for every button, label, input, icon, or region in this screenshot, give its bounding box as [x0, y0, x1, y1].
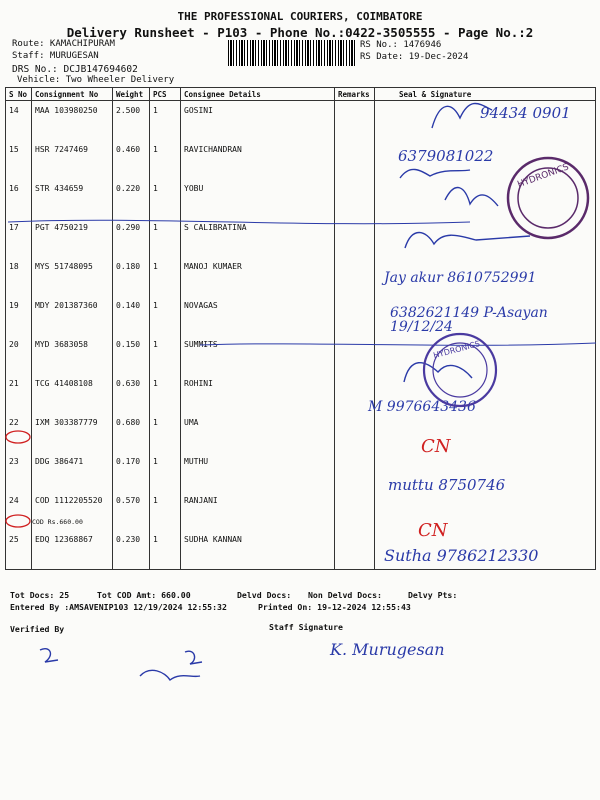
cell-weight: 0.140 [113, 296, 150, 335]
consignment-number: COD 1112205520 [35, 496, 103, 505]
staff-signature-handwritten: K. Murugesan [330, 640, 445, 659]
cell-sno: 17 [6, 218, 32, 257]
verified-by-label: Verified By [10, 624, 65, 634]
cell-pcs: 1 [150, 530, 181, 570]
cell-consignment: MAA 103980250 [32, 101, 113, 141]
cell-consignment: MYD 3683058 [32, 335, 113, 374]
non-delivered-docs: Non Delvd Docs: [308, 590, 382, 600]
cell-consignment: TCG 41408108 [32, 374, 113, 413]
cell-sno: 22 [6, 413, 32, 452]
staff: Staff: MURUGESAN [12, 51, 99, 61]
table-row [6, 335, 596, 374]
rs-date: RS Date: 19-Dec-2024 [360, 52, 469, 62]
cn-mark-row22: CN [421, 436, 451, 457]
cod-amount: COD Rs.660.00 [32, 518, 83, 526]
cell-pcs: 1 [150, 452, 181, 491]
cell-sno: 24 [6, 491, 32, 530]
col-sno: S No [6, 88, 32, 101]
col-signature: Seal & Signature [375, 88, 596, 101]
entered-by: Entered By :AMSAVENIP103 12/19/2024 12:55:32 [10, 602, 227, 612]
cn-mark-row24: CN [418, 520, 448, 541]
cell-sno: 20 [6, 335, 32, 374]
cell-sno: 16 [6, 179, 32, 218]
col-pcs: PCS [150, 88, 181, 101]
cell-consignment: MYS 51748095 [32, 257, 113, 296]
cell-sno: 14 [6, 101, 32, 141]
cell-remarks [335, 335, 375, 374]
verified-signature [140, 670, 200, 680]
stamp-text: HYDRONICS [516, 162, 571, 191]
route: Route: KAMACHIPURAM [12, 39, 115, 49]
cell-consignee: YOBU [181, 179, 335, 218]
cell-signature [375, 491, 596, 530]
cell-pcs: 1 [150, 140, 181, 179]
cell-consignee: RANJANI [181, 491, 335, 530]
cell-signature [375, 179, 596, 218]
cell-consignee: S CALIBRATINA [181, 218, 335, 257]
cell-pcs: 1 [150, 335, 181, 374]
cell-pcs: 1 [150, 374, 181, 413]
cell-weight: 0.680 [113, 413, 150, 452]
cell-consignee: UMA [181, 413, 335, 452]
printed-on: Printed On: 19-12-2024 12:55:43 [258, 602, 411, 612]
cell-consignment: HSR 7247469 [32, 140, 113, 179]
barcode [228, 40, 356, 66]
handwriting-row19: 6382621149 P-Asayan 19/12/24 [390, 305, 548, 335]
table-row [6, 491, 596, 530]
cell-sno: 15 [6, 140, 32, 179]
cell-pcs: 1 [150, 179, 181, 218]
cell-consignment: PGT 4750219 [32, 218, 113, 257]
cell-consignee: MUTHU [181, 452, 335, 491]
cell-consignment [32, 491, 113, 530]
total-docs: Tot Docs: 25 [10, 590, 70, 600]
runsheet-title: Delivery Runsheet - P103 - Phone No.:0422-3505555 - Page No.:2 [66, 25, 534, 40]
verified-signature [40, 649, 58, 662]
table-row [6, 140, 596, 179]
handwriting-row21: M 9976643436 [368, 399, 476, 415]
handwriting-row15: 6379081022 [398, 147, 494, 165]
cell-consignment: EDQ 12368867 [32, 530, 113, 570]
cell-consignment: DDG 386471 [32, 452, 113, 491]
cell-remarks [335, 101, 375, 141]
table-header [6, 88, 596, 101]
delivery-points: Delvy Pts: [408, 590, 458, 600]
cell-remarks [335, 413, 375, 452]
cell-sno: 18 [6, 257, 32, 296]
table-row [6, 179, 596, 218]
handwriting-row18: Jay akur 8610752991 [384, 270, 537, 286]
cell-weight: 0.290 [113, 218, 150, 257]
cell-signature [375, 335, 596, 374]
cell-consignment: MDY 201387360 [32, 296, 113, 335]
col-weight: Weight [113, 88, 150, 101]
cell-pcs: 1 [150, 257, 181, 296]
cell-pcs: 1 [150, 296, 181, 335]
total-cod-amount: Tot COD Amt: 660.00 [97, 590, 191, 600]
vehicle: Vehicle: Two Wheeler Delivery [17, 75, 175, 85]
verified-signature [185, 651, 202, 664]
cell-consignment: IXM 303387779 [32, 413, 113, 452]
cell-pcs: 1 [150, 218, 181, 257]
cell-remarks [335, 218, 375, 257]
company-name: THE PROFESSIONAL COURIERS, COIMBATORE [177, 10, 423, 23]
cell-remarks [335, 140, 375, 179]
cell-consignee: SUMMITS [181, 335, 335, 374]
cell-consignee: RAVICHANDRAN [181, 140, 335, 179]
col-consignee: Consignee Details [181, 88, 335, 101]
rs-number: RS No.: 1476946 [360, 40, 442, 50]
cell-consignee: GOSINI [181, 101, 335, 141]
cell-remarks [335, 530, 375, 570]
cell-remarks [335, 257, 375, 296]
cell-remarks [335, 452, 375, 491]
handwriting-row23: muttu 8750746 [388, 476, 506, 494]
handwriting-row14: 94434 0901 [480, 104, 571, 122]
cell-pcs: 1 [150, 491, 181, 530]
cell-pcs: 1 [150, 101, 181, 141]
cell-consignee: ROHINI [181, 374, 335, 413]
cell-weight: 0.220 [113, 179, 150, 218]
cell-consignment: STR 434659 [32, 179, 113, 218]
cell-remarks [335, 179, 375, 218]
cell-weight: 0.170 [113, 452, 150, 491]
cell-weight: 2.500 [113, 101, 150, 141]
col-consignment: Consignment No [32, 88, 113, 101]
cell-signature [375, 413, 596, 452]
stamp-text: HYDRONICS [432, 339, 481, 361]
cell-weight: 0.150 [113, 335, 150, 374]
cell-sno: 23 [6, 452, 32, 491]
cell-remarks [335, 296, 375, 335]
cell-consignee: NOVAGAS [181, 296, 335, 335]
cell-consignee: SUDHA KANNAN [181, 530, 335, 570]
cell-weight: 0.460 [113, 140, 150, 179]
cell-weight: 0.570 [113, 491, 150, 530]
cell-weight: 0.230 [113, 530, 150, 570]
cell-weight: 0.180 [113, 257, 150, 296]
cell-signature [375, 218, 596, 257]
cell-weight: 0.630 [113, 374, 150, 413]
col-remarks: Remarks [335, 88, 375, 101]
delivered-docs: Delvd Docs: [237, 590, 292, 600]
cell-sno: 19 [6, 296, 32, 335]
cell-consignee: MANOJ KUMAER [181, 257, 335, 296]
cell-sno: 25 [6, 530, 32, 570]
staff-signature-label: Staff Signature [269, 622, 343, 632]
cell-pcs: 1 [150, 413, 181, 452]
table-row [6, 413, 596, 452]
cell-sno: 21 [6, 374, 32, 413]
table-row [6, 218, 596, 257]
cell-remarks [335, 491, 375, 530]
handwriting-row25: Sutha 9786212330 [384, 546, 539, 565]
drs-number: DRS No.: DCJB147694602 [12, 64, 138, 75]
